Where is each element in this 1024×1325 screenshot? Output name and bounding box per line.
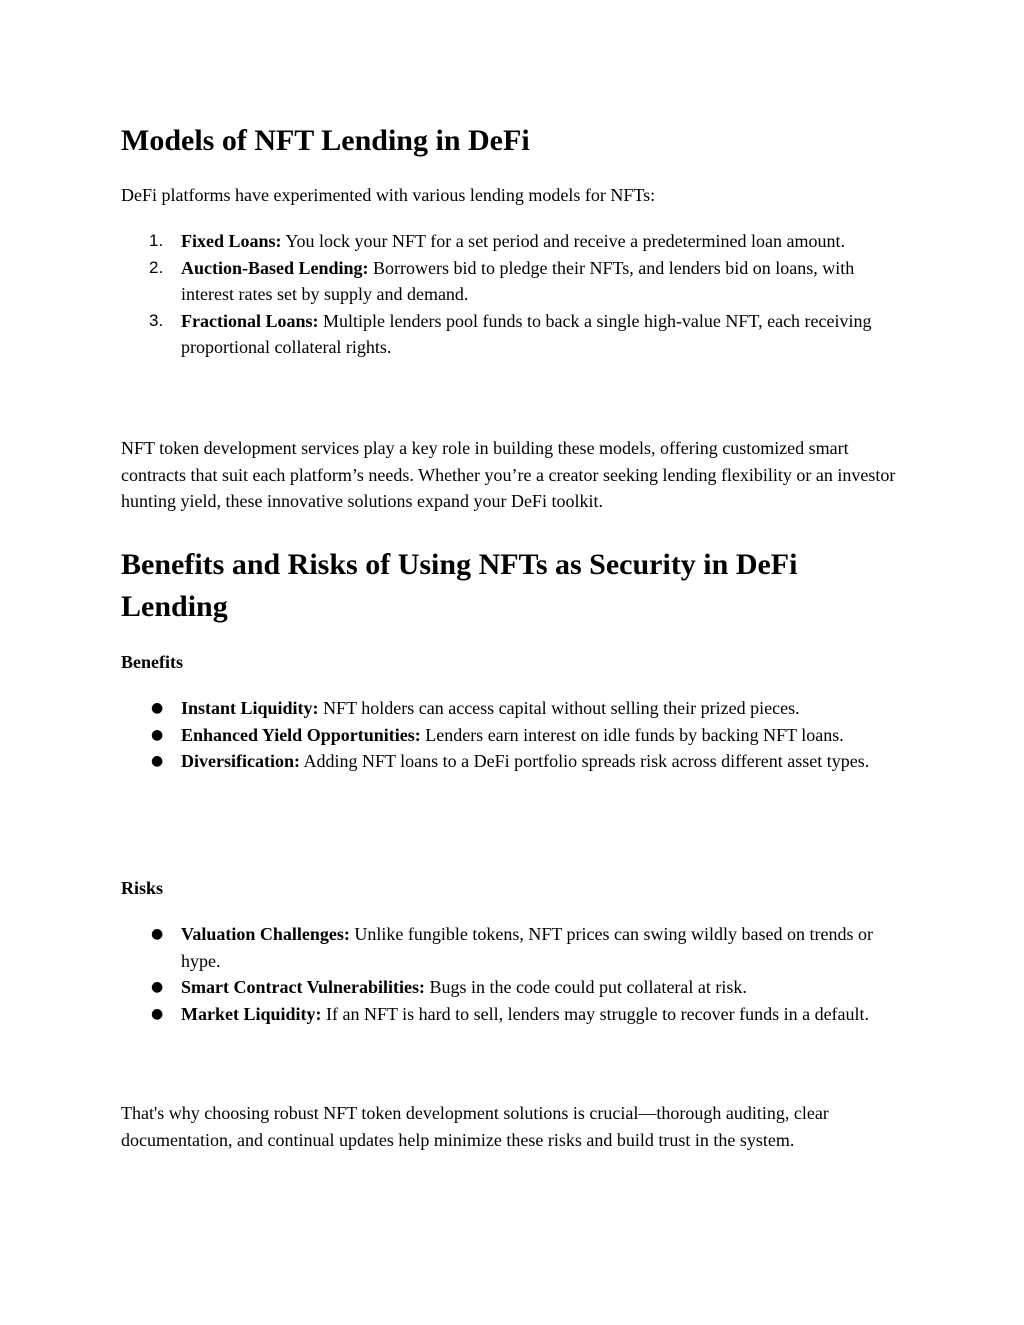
heading-models: Models of NFT Lending in DeFi [121,124,530,157]
closing-paragraph: That's why choosing robust NFT token development solutions is crucial—thorough auditing, clear documentation, and continual updates help minimize these risks and build trust in the system. [121,1103,829,1150]
heading-benefits-risks: Benefits and Risks of Using NFTs as Security in DeFi Lending [121,548,798,623]
list-item [121,974,901,1001]
item-term: Enhanced Yield Opportunities: [181,724,421,745]
list-item [121,695,901,722]
bullet-icon: ● [151,926,164,942]
bullet-icon: ● [151,1005,164,1022]
list-number: 3. [149,310,164,330]
list-item [121,228,901,255]
item-text: Lenders earn interest on idle funds by backing NFT loans. [420,724,844,745]
item-term: Smart Contract Vulnerabilities: [181,977,425,997]
item-text: NFT holders can access capital without selling their prized pieces. [318,698,800,718]
bullet-icon: ● [151,700,164,716]
list-item [121,748,901,775]
item-text: Multiple lenders pool funds to back a single high-value NFT, each receiving proportional collateral rights. [181,310,872,357]
list-number: 1. [149,231,164,250]
models-list [121,228,911,361]
models-intro: DeFi platforms have experimented with various lending models for NFTs: [121,185,656,205]
list-item [121,921,901,974]
list-item [121,722,901,749]
item-term: Valuation Challenges: [181,924,350,944]
item-text: Bugs in the code could put collateral at risk. [424,977,747,997]
item-term: Fixed Loans: [181,231,282,251]
benefits-list [121,695,911,775]
item-term: Fractional Loans: [181,310,319,331]
list-item [121,308,901,361]
bullet-icon: ● [151,979,164,995]
item-text: Unlike fungible tokens, NFT prices can swing wildly based on trends or hype. [181,924,873,971]
item-term: Diversification: [181,751,300,771]
item-term: Instant Liquidity: [181,698,319,718]
list-item [121,1001,901,1028]
item-text: If an NFT is hard to sell, lenders may struggle to recover funds in a default. [321,1003,870,1024]
item-term: Market Liquidity: [181,1003,322,1024]
benefits-heading: Benefits [121,652,183,672]
list-item [121,255,901,308]
risks-heading: Risks [121,878,164,898]
item-term: Auction-Based Lending: [181,257,369,278]
bullet-icon: ● [151,753,164,769]
item-text: You lock your NFT for a set period and receive a predetermined loan amount. [281,231,846,251]
item-text: Adding NFT loans to a DeFi portfolio spreads risk across different asset types. [299,751,870,771]
models-paragraph: NFT token development services play a key role in building these models, offering customized smart contracts that suit each platform’s needs. Whether you’re a creator seeking lending flexibility or an investor hunting yield, these innovative solutions expand your DeFi toolkit. [121,438,896,511]
item-text: Borrowers bid to pledge their NFTs, and lenders bid on loans, with interest rates set by supply and demand. [181,257,855,304]
list-number: 2. [149,257,164,277]
risks-list [121,921,911,1027]
bullet-icon: ● [151,726,164,743]
